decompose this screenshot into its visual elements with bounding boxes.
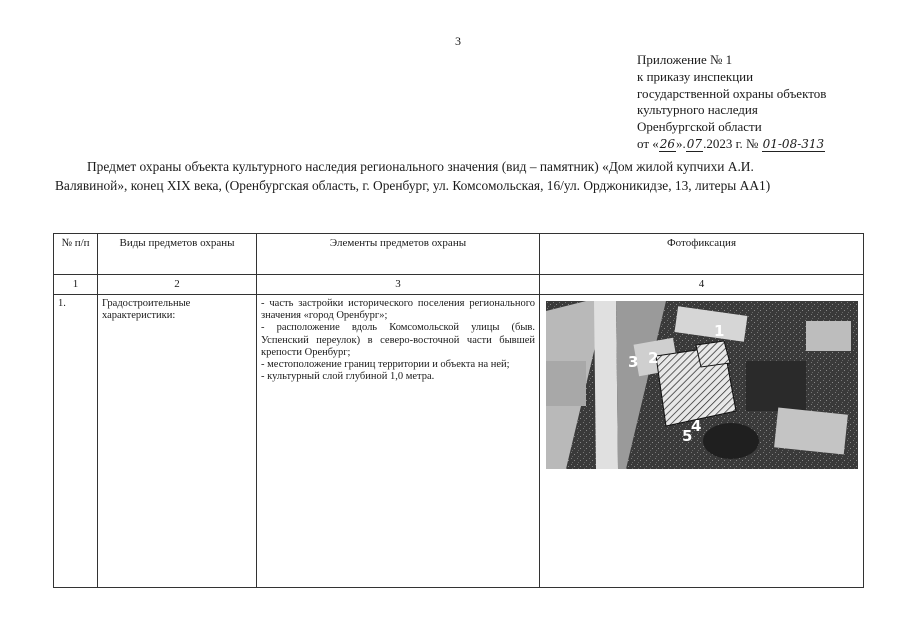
table-row: [54, 295, 864, 588]
annex-line-1: Приложение № 1: [637, 52, 733, 67]
element-item: - местоположение границ территории и объекта на ней;: [261, 359, 510, 371]
annex-line-2: к приказу инспекции: [637, 68, 754, 84]
index-cell: 2: [98, 275, 257, 295]
title-line-2: Валявиной», конец XIX века, (Оренбургская область, г. Оренбург, ул. Комсомольская, 16/ул. Орджоникидзе, 13, литеры АА1): [55, 177, 771, 193]
annex-line-4: культурного наследия: [637, 102, 758, 118]
photo-label-4: 4: [690, 417, 701, 435]
element-item: - часть застройки исторического поселения регионального значения «город Оренбург»;: [261, 298, 535, 322]
date-sep: ».: [676, 135, 686, 151]
row-elements: [257, 295, 540, 588]
photo-label-1: 1: [713, 322, 724, 340]
header-elements: Элементы предметов охраны: [257, 234, 540, 275]
protection-table: [53, 233, 864, 588]
order-number: 01-08-313: [762, 136, 825, 151]
annex-line-3: государственной охраны объектов: [637, 85, 827, 101]
title-line-1: Предмет охраны объекта культурного наследия регионального значения (вид – памятник) «Дом жилой купчихи А.И.: [87, 159, 754, 174]
annex-block: [637, 52, 826, 153]
row-type: Градостроительные характеристики:: [98, 295, 257, 588]
date-year: .2023 г. №: [703, 135, 759, 151]
date-prefix: от «: [637, 135, 659, 151]
photo-label-2: 2: [647, 349, 658, 367]
page-number: 3: [455, 34, 461, 48]
element-item: - расположение вдоль Комсомольской улицы (быв. Успенский переулок) в северо-восточной части бывшей крепости Оренбург;: [261, 322, 535, 358]
annex-line-5: Оренбургской области: [637, 119, 762, 135]
date-day: 26: [659, 136, 676, 151]
photo-label-5: 5: [681, 427, 692, 445]
annex-date-line: [637, 136, 826, 153]
table-header-row: [54, 234, 864, 275]
index-cell: 3: [257, 275, 540, 295]
table-index-row: [54, 275, 864, 295]
index-cell: 1: [54, 275, 98, 295]
row-photo: [540, 295, 864, 588]
photo-label-3: 3: [627, 353, 638, 371]
document-title: [55, 158, 875, 195]
header-num: № п/п: [54, 234, 98, 275]
date-month: 07: [686, 136, 703, 151]
header-photo: Фотофиксация: [540, 234, 864, 275]
header-types: Виды предметов охраны: [98, 234, 257, 275]
aerial-photo: [546, 301, 858, 469]
element-item: - культурный слой глубиной 1,0 метра.: [261, 371, 435, 383]
index-cell: 4: [540, 275, 864, 295]
row-num: 1.: [54, 295, 98, 588]
